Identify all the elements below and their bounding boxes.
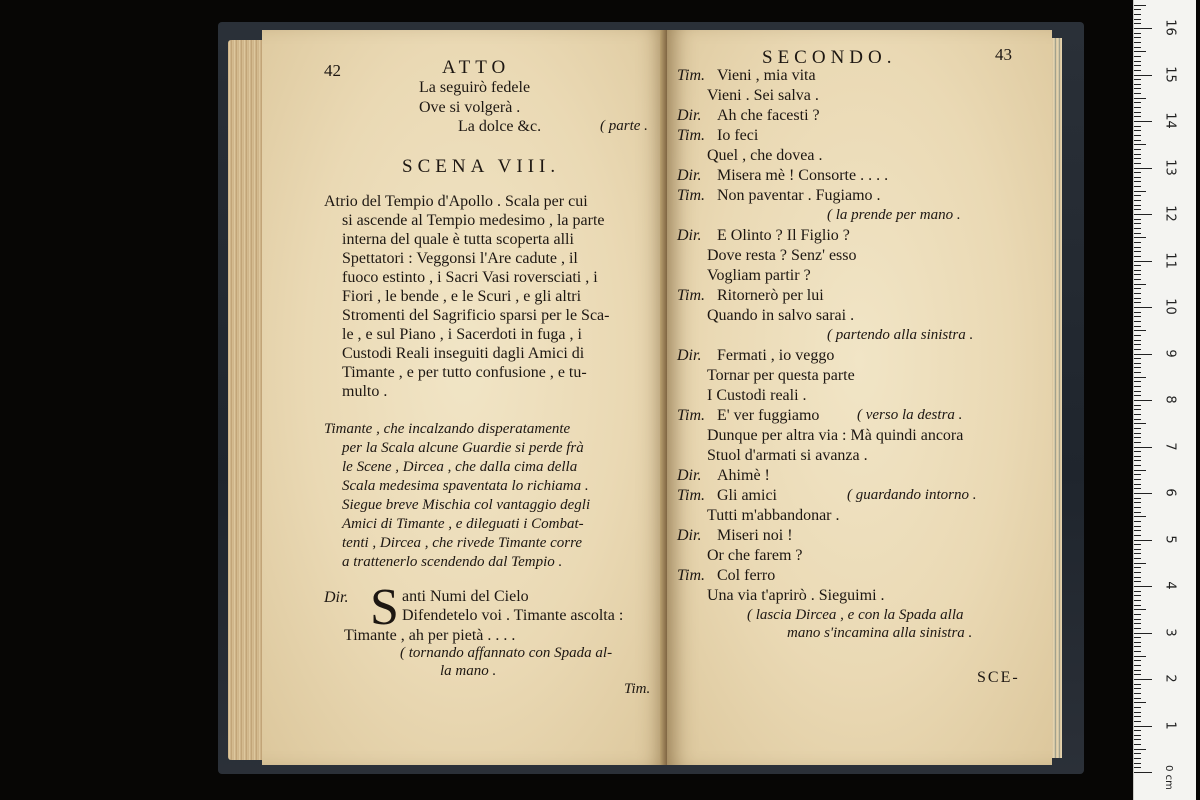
- ruler-tick: [1134, 56, 1141, 57]
- ruler-tick: [1134, 98, 1146, 99]
- ruler-tick: [1134, 386, 1141, 387]
- ruler-tick: [1134, 177, 1141, 178]
- ruler-tick: [1134, 637, 1141, 638]
- setting-line: Custodi Reali inseguiti dagli Amici di: [342, 345, 585, 362]
- ruler-tick: [1134, 628, 1141, 629]
- ruler-tick: [1134, 23, 1141, 24]
- ruler-tick: [1134, 633, 1152, 634]
- ruler-number: 8: [1162, 395, 1178, 404]
- ruler-number: 1: [1162, 720, 1178, 730]
- right-page: [667, 30, 1052, 765]
- dialogue-line: Ah che facesti ?: [717, 107, 820, 124]
- ruler-tick: [1134, 181, 1141, 182]
- ruler-number: 13: [1162, 158, 1178, 176]
- stage-direction-line: Siegue breve Mischia col vantaggio degli: [342, 497, 591, 513]
- ruler-tick: [1134, 395, 1141, 396]
- ruler-tick: [1134, 739, 1141, 740]
- ruler-tick: [1134, 521, 1141, 522]
- ruler-tick: [1134, 163, 1141, 164]
- ruler-tick: [1134, 270, 1141, 271]
- ruler-tick: [1134, 516, 1146, 517]
- ruler-tick: [1134, 219, 1141, 220]
- setting-line: interna del quale è tutta scoperta alli: [342, 231, 574, 248]
- dialogue-line: Misera mè ! Consorte . . . .: [717, 167, 889, 184]
- dialogue-line: Vogliam partir ?: [707, 267, 811, 284]
- ruler-tick: [1134, 749, 1146, 750]
- speaker-label: Tim.: [677, 287, 706, 304]
- ruler-tick: [1134, 688, 1141, 689]
- dialogue-line: anti Numi del Cielo: [402, 588, 529, 605]
- ruler-tick: [1134, 298, 1141, 299]
- ruler-tick: [1134, 549, 1141, 550]
- stage-direction-line: ( verso la destra .: [857, 407, 963, 423]
- ruler-tick: [1134, 414, 1141, 415]
- ruler-tick: [1134, 344, 1141, 345]
- setting-line: Spettatori : Veggonsi l'Are cadute , il: [342, 250, 578, 267]
- stage-direction-line: ( guardando intorno .: [847, 487, 977, 503]
- setting-line: Timante , e per tutto confusione , e tu-: [342, 364, 587, 381]
- setting-line: si ascende al Tempio medesimo , la parte: [342, 212, 605, 229]
- ruler-tick: [1134, 149, 1141, 150]
- ruler-tick: [1134, 456, 1141, 457]
- setting-line: fuoco estinto , i Sacri Vasi roversciati , i: [342, 269, 598, 286]
- ruler-tick: [1134, 702, 1146, 703]
- ruler-tick: [1134, 330, 1146, 331]
- ruler-tick: [1134, 274, 1141, 275]
- ruler-tick: [1134, 47, 1141, 48]
- verse-line: La dolce &c.: [458, 118, 542, 135]
- speaker-label: Tim.: [677, 127, 706, 144]
- setting-line: le , e sul Piano , i Sacerdoti in fuga , i: [342, 326, 582, 343]
- ruler-tick: [1134, 121, 1152, 122]
- dialogue-line: Non paventar . Fugiamo .: [717, 187, 881, 204]
- ruler-number: 3: [1162, 627, 1178, 637]
- ruler-tick: [1134, 600, 1141, 601]
- ruler-tick: [1134, 623, 1141, 624]
- ruler-tick: [1134, 335, 1141, 336]
- ruler-tick: [1134, 321, 1141, 322]
- ruler-tick: [1134, 577, 1141, 578]
- ruler-tick: [1134, 651, 1141, 652]
- ruler-number: 11: [1162, 251, 1178, 269]
- dialogue-line: Una via t'aprirò . Sieguimi .: [707, 587, 885, 604]
- ruler-tick: [1134, 265, 1141, 266]
- dialogue-line: Dunque per altra via : Mà quindi ancora: [707, 427, 964, 444]
- dialogue-line: Difendetelo voi . Timante ascolta :: [402, 607, 624, 624]
- dialogue-direction: la mano .: [440, 663, 497, 679]
- speaker-label: Tim.: [677, 487, 706, 504]
- ruler-tick: [1134, 679, 1152, 680]
- ruler-tick: [1134, 567, 1141, 568]
- setting-line: multo .: [342, 383, 388, 400]
- ruler-tick: [1134, 209, 1141, 210]
- ruler-tick: [1134, 721, 1141, 722]
- ruler-tick: [1134, 33, 1141, 34]
- drop-cap: S: [370, 579, 399, 636]
- ruler-tick: [1134, 349, 1141, 350]
- dialogue-direction: ( tornando affannato con Spada al-: [400, 645, 613, 661]
- ruler-tick: [1134, 730, 1141, 731]
- ruler-tick: [1134, 158, 1141, 159]
- ruler-tick: [1134, 205, 1141, 206]
- speaker-label: Tim.: [677, 67, 706, 84]
- ruler-tick: [1134, 558, 1141, 559]
- ruler-tick: [1134, 581, 1141, 582]
- speaker-label: Dir.: [324, 589, 349, 606]
- ruler-number: 2: [1162, 674, 1178, 683]
- ruler-tick: [1134, 572, 1141, 573]
- ruler-tick: [1134, 735, 1141, 736]
- ruler-tick: [1134, 526, 1141, 527]
- ruler-tick: [1134, 391, 1141, 392]
- ruler-tick: [1134, 488, 1141, 489]
- dialogue-line: Ahimè !: [717, 467, 770, 484]
- stage-direction-line: Scala medesima spaventata lo richiama .: [342, 478, 589, 494]
- ruler-tick: [1134, 261, 1152, 262]
- ruler-tick: [1134, 535, 1141, 536]
- ruler-tick: [1134, 423, 1146, 424]
- ruler-tick: [1134, 609, 1146, 610]
- ruler-unit-label: 0 cm: [1162, 765, 1174, 790]
- ruler-number: 5: [1162, 534, 1178, 544]
- ruler-tick: [1134, 540, 1152, 541]
- ruler-tick: [1134, 405, 1141, 406]
- ruler-tick: [1134, 400, 1152, 401]
- ruler-tick: [1134, 693, 1141, 694]
- ruler-tick: [1134, 553, 1141, 554]
- ruler-tick: [1134, 186, 1141, 187]
- verse-line: La seguirò fedele: [419, 79, 531, 96]
- ruler-tick: [1134, 195, 1141, 196]
- dialogue-line: Dove resta ? Senz' esso: [707, 247, 857, 264]
- ruler-tick: [1134, 544, 1141, 545]
- ruler-tick: [1134, 307, 1152, 308]
- ruler-tick: [1134, 200, 1141, 201]
- catchword: Tim.: [624, 681, 651, 697]
- ruler-tick: [1134, 93, 1141, 94]
- catchword: SCE-: [977, 669, 1020, 686]
- ruler-tick: [1134, 479, 1141, 480]
- ruler-tick: [1134, 595, 1141, 596]
- ruler-tick: [1134, 763, 1141, 764]
- stage-direction-line: ( la prende per mano .: [827, 207, 961, 223]
- ruler-tick: [1134, 70, 1141, 71]
- stage-direction-line: ( lascia Dircea , e con la Spada alla: [747, 607, 964, 623]
- dialogue-line: Fermati , io veggo: [717, 347, 835, 364]
- ruler-tick: [1134, 753, 1141, 754]
- speaker-label: Dir.: [677, 347, 702, 364]
- ruler-tick: [1134, 498, 1141, 499]
- ruler-tick: [1134, 674, 1141, 675]
- dialogue-line: I Custodi reali .: [707, 387, 807, 404]
- ruler-tick: [1134, 75, 1152, 76]
- stage-direction-line: le Scene , Dircea , che dalla cima della: [342, 459, 578, 475]
- dialogue-line: Miseri noi !: [717, 527, 793, 544]
- ruler-tick: [1134, 447, 1152, 448]
- ruler-tick: [1134, 433, 1141, 434]
- dialogue-line: Timante , ah per pietà . . . .: [344, 627, 516, 644]
- speaker-label: Dir.: [677, 527, 702, 544]
- ruler-tick: [1134, 591, 1141, 592]
- ruler-number: 10: [1162, 298, 1178, 315]
- ruler-tick: [1134, 126, 1141, 127]
- ruler-tick: [1134, 493, 1152, 494]
- stage-direction-line: Timante , che incalzando disperatamente: [324, 421, 571, 437]
- ruler-tick: [1134, 502, 1141, 503]
- ruler-tick: [1134, 563, 1146, 564]
- ruler-number: 4: [1162, 581, 1178, 590]
- ruler-tick: [1134, 684, 1141, 685]
- ruler-tick: [1134, 340, 1141, 341]
- ruler-tick: [1134, 28, 1152, 29]
- ruler-tick: [1134, 312, 1141, 313]
- stage-direction-line: ( partendo alla sinistra .: [827, 327, 974, 343]
- ruler-tick: [1134, 140, 1141, 141]
- setting-line: Atrio del Tempio d'Apollo . Scala per cui: [324, 193, 588, 210]
- ruler-tick: [1134, 214, 1152, 215]
- dialogue-line: Quando in salvo sarai .: [707, 307, 855, 324]
- dialogue-line: Gli amici: [717, 487, 777, 504]
- ruler-tick: [1134, 507, 1141, 508]
- ruler-tick: [1134, 191, 1146, 192]
- ruler-tick: [1134, 409, 1141, 410]
- dialogue-line: Or che farem ?: [707, 547, 803, 564]
- ruler-tick: [1134, 470, 1146, 471]
- ruler-tick: [1134, 84, 1141, 85]
- ruler-tick: [1134, 102, 1141, 103]
- ruler-tick: [1134, 656, 1146, 657]
- ruler-tick: [1134, 242, 1141, 243]
- ruler-tick: [1134, 223, 1141, 224]
- ruler-tick: [1134, 293, 1141, 294]
- ruler-number: 9: [1162, 348, 1178, 358]
- ruler-tick: [1134, 381, 1141, 382]
- ruler-tick: [1134, 670, 1141, 671]
- ruler-tick: [1134, 61, 1141, 62]
- running-head: ATTO: [442, 57, 511, 78]
- dialogue-line: Io feci: [717, 127, 759, 144]
- ruler-tick: [1134, 642, 1141, 643]
- ruler-tick: [1134, 112, 1141, 113]
- scene-title: SCENA VIII.: [402, 156, 561, 177]
- setting-line: Stromenti del Sagrificio sparsi per le Sca-: [342, 307, 610, 324]
- ruler-tick: [1134, 465, 1141, 466]
- exit-direction: ( parte .: [600, 118, 648, 134]
- ruler-tick: [1134, 251, 1141, 252]
- ruler-tick: [1134, 233, 1141, 234]
- page-number: 42: [324, 61, 341, 80]
- ruler-tick: [1134, 228, 1141, 229]
- ruler-tick: [1134, 665, 1141, 666]
- dialogue-line: E Olinto ? Il Figlio ?: [717, 227, 850, 244]
- ruler-tick: [1134, 154, 1141, 155]
- running-head: SECONDO.: [762, 47, 897, 68]
- ruler-tick: [1134, 377, 1146, 378]
- ruler-tick: [1134, 135, 1141, 136]
- ruler-tick: [1134, 460, 1141, 461]
- ruler-tick: [1134, 284, 1146, 285]
- ruler-tick: [1134, 130, 1141, 131]
- ruler-tick: [1134, 9, 1141, 10]
- ruler-tick: [1134, 237, 1146, 238]
- speaker-label: Tim.: [677, 567, 706, 584]
- ruler-number: 12: [1162, 205, 1178, 222]
- ruler-tick: [1134, 758, 1141, 759]
- ruler-tick: [1134, 14, 1141, 15]
- setting-line: Fiori , le bende , e le Scuri , e gli altri: [342, 288, 582, 305]
- ruler-tick: [1134, 744, 1141, 745]
- ruler-tick: [1134, 707, 1141, 708]
- speaker-label: Dir.: [677, 467, 702, 484]
- ruler-tick: [1134, 358, 1141, 359]
- ruler-tick: [1134, 712, 1141, 713]
- ruler-tick: [1134, 474, 1141, 475]
- ruler-tick: [1134, 144, 1146, 145]
- stage-direction-line: a trattenerlo scendendo dal Tempio .: [342, 554, 563, 570]
- speaker-label: Dir.: [677, 107, 702, 124]
- dialogue-line: Tutti m'abbandonar .: [707, 507, 840, 524]
- dialogue-line: Vieni . Sei salva .: [707, 87, 819, 104]
- dialogue-line: Tornar per questa parte: [707, 367, 855, 384]
- ruler-tick: [1134, 65, 1141, 66]
- ruler-tick: [1134, 367, 1141, 368]
- ruler-tick: [1134, 363, 1141, 364]
- ruler-tick: [1134, 256, 1141, 257]
- dialogue-line: Quel , che dovea .: [707, 147, 823, 164]
- speaker-label: Dir.: [677, 167, 702, 184]
- ruler-tick: [1134, 326, 1141, 327]
- ruler-tick: [1134, 168, 1152, 169]
- ruler-tick: [1134, 5, 1146, 6]
- ruler-tick: [1134, 512, 1141, 513]
- ruler-tick: [1134, 42, 1141, 43]
- ruler-tick: [1134, 451, 1141, 452]
- ruler-tick: [1134, 586, 1152, 587]
- dialogue-line: Vieni , mia vita: [717, 67, 816, 84]
- ruler-number: 7: [1162, 441, 1178, 451]
- ruler-tick: [1134, 302, 1141, 303]
- ruler-tick: [1134, 772, 1152, 773]
- ruler-tick: [1134, 442, 1141, 443]
- speaker-label: Tim.: [677, 187, 706, 204]
- ruler-tick: [1134, 698, 1141, 699]
- ruler-tick: [1134, 37, 1141, 38]
- speaker-label: Tim.: [677, 407, 706, 424]
- ruler-tick: [1134, 116, 1141, 117]
- dialogue-line: E' ver fuggiamo: [717, 407, 820, 424]
- verse-line: Ove si volgerà .: [419, 99, 521, 116]
- ruler-tick: [1134, 660, 1141, 661]
- ruler-tick: [1134, 247, 1141, 248]
- ruler-tick: [1134, 428, 1141, 429]
- ruler-tick: [1134, 614, 1141, 615]
- ruler-tick: [1134, 172, 1141, 173]
- ruler-tick: [1134, 419, 1141, 420]
- ruler-number: 14: [1162, 112, 1178, 129]
- dialogue-line: Ritornerò per lui: [717, 287, 824, 304]
- page-number: 43: [995, 45, 1012, 64]
- ruler-tick: [1134, 605, 1141, 606]
- ruler-tick: [1134, 88, 1141, 89]
- ruler-tick: [1134, 767, 1141, 768]
- ruler-tick: [1134, 279, 1141, 280]
- ruler-tick: [1134, 530, 1141, 531]
- ruler-number: 15: [1162, 65, 1178, 83]
- ruler-tick: [1134, 79, 1141, 80]
- ruler-number: 16: [1162, 19, 1178, 36]
- measuring-ruler: [1133, 0, 1196, 800]
- ruler-tick: [1134, 484, 1141, 485]
- ruler-tick: [1134, 437, 1141, 438]
- ruler-tick: [1134, 372, 1141, 373]
- stage-direction-line: tenti , Dircea , che rivede Timante corre: [342, 535, 583, 551]
- ruler-tick: [1134, 19, 1141, 20]
- ruler-tick: [1134, 288, 1141, 289]
- dialogue-line: Stuol d'armati si avanza .: [707, 447, 868, 464]
- ruler-tick: [1134, 51, 1146, 52]
- ruler-tick: [1134, 619, 1141, 620]
- left-page: [262, 30, 667, 765]
- ruler-tick: [1134, 646, 1141, 647]
- stage-direction-line: per la Scala alcune Guardie si perde frà: [342, 440, 584, 456]
- stage-direction-line: Amici di Timante , e dileguati i Combat-: [342, 516, 584, 532]
- speaker-label: Dir.: [677, 227, 702, 244]
- ruler-tick: [1134, 716, 1141, 717]
- ruler-tick: [1134, 316, 1141, 317]
- ruler-number: 6: [1162, 488, 1178, 497]
- ruler-tick: [1134, 354, 1152, 355]
- ruler-tick: [1134, 726, 1152, 727]
- ruler-tick: [1134, 107, 1141, 108]
- dialogue-line: Col ferro: [717, 567, 776, 584]
- stage-direction-line: mano s'incamina alla sinistra .: [787, 625, 973, 641]
